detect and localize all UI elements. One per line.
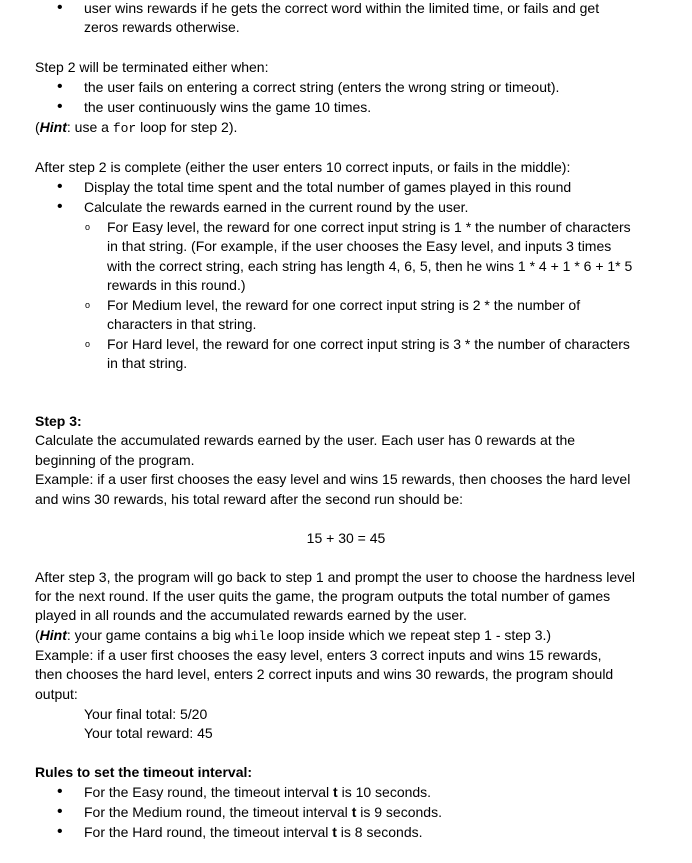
hint-text-post: loop inside which we repeat step 1 - step 3.) <box>274 627 552 643</box>
bullet-icon: • <box>57 98 63 115</box>
timeout-var: t <box>333 784 338 800</box>
hint-text-pre: : your game contains a big <box>66 627 235 643</box>
bullet-icon: • <box>57 178 63 195</box>
timeout-var: t <box>332 824 337 840</box>
hint-code-while: while <box>235 629 275 644</box>
hint-label: Hint <box>39 627 67 643</box>
hard-line-1: For Hard level, the reward for one correct input string is 3 * the number of characters <box>107 336 630 352</box>
bullet-icon: • <box>57 823 63 840</box>
termination-item-1: the user fails on entering a correct string (enters the wrong string or timeout). <box>84 79 560 95</box>
termination-item-2: the user continuously wins the game 10 times. <box>84 99 372 115</box>
timeout-easy <box>84 784 431 800</box>
hint-code-for: for <box>112 121 137 136</box>
intro-line-1: user wins rewards if he gets the correct word within the limited time, or fails and get <box>84 0 600 16</box>
timeout-rules-heading: Rules to set the timeout interval: <box>35 764 253 780</box>
timeout-medium-post: is 9 seconds. <box>356 804 442 820</box>
hint-text-pre: : use a <box>66 119 113 135</box>
step2-termination-heading: Step 2 will be terminated either when: <box>35 59 269 75</box>
after-step2-item-2: Calculate the rewards earned in the current round by the user. <box>84 199 469 215</box>
bullet-icon: • <box>57 783 63 800</box>
easy-line-1: For Easy level, the reward for one correct input string is 1 * the number of characters <box>107 219 631 235</box>
hint-text-post: loop for step 2). <box>136 119 238 135</box>
after-step3-3: played in all rounds and the accumulated rewards earned by the user. <box>35 607 467 623</box>
output-reward: Your total reward: 45 <box>84 725 213 741</box>
step3-desc-1: Calculate the accumulated rewards earned by the user. Each user has 0 rewards at the <box>35 432 576 448</box>
step3-example2-2: then chooses the hard level, enters 2 correct inputs and wins 30 rewards, the program should <box>35 666 614 682</box>
timeout-hard-post: is 8 seconds. <box>336 824 423 840</box>
after-step2-item-1: Display the total time spent and the total number of games played in this round <box>84 179 572 195</box>
timeout-easy-post: is 10 seconds. <box>337 784 432 800</box>
step3-example2-3: output: <box>35 686 78 702</box>
easy-line-4: rewards in this round.) <box>107 277 246 293</box>
step3-example-1: Example: if a user first chooses the easy level and wins 15 rewards, then chooses the hard level <box>35 471 631 487</box>
intro-line-2: zeros rewards otherwise. <box>84 19 240 35</box>
after-step2-heading: After step 2 is complete (either the user enters 10 correct inputs, or fails in the middle): <box>35 159 571 175</box>
output-total: Your final total: 5/20 <box>84 706 208 722</box>
after-step3-1: After step 3, the program will go back to step 1 and prompt the user to choose the hardness level <box>35 569 636 585</box>
step2-hint: (Hint: use a for loop for step 2). <box>35 119 238 136</box>
medium-line-2: characters in that string. <box>107 316 257 332</box>
bullet-icon: • <box>57 0 63 16</box>
bullet-icon: • <box>57 803 63 820</box>
step3-example-2: and wins 30 rewards, his total reward after the second run should be: <box>35 491 464 507</box>
medium-line-1: For Medium level, the reward for one correct input string is 2 * the number of <box>107 297 581 313</box>
hint-label: Hint <box>39 119 67 135</box>
timeout-easy-pre: For the Easy round, the timeout interval <box>84 784 334 800</box>
bullet-icon: • <box>57 198 63 215</box>
timeout-var: t <box>351 804 357 820</box>
step3-heading: Step 3: <box>35 413 82 429</box>
hard-line-2: in that string. <box>107 355 188 371</box>
timeout-medium-pre: For the Medium round, the timeout interval <box>84 804 352 820</box>
equation: 15 + 30 = 45 <box>306 530 386 546</box>
step3-hint: (Hint: your game contains a big while loop inside which we repeat step 1 - step 3.) <box>35 627 552 644</box>
step3-desc-2: beginning of the program. <box>35 452 195 468</box>
circle-bullet-icon: o <box>85 222 91 232</box>
after-step3-2: for the next round. If the user quits the game, the program outputs the total number of games <box>35 588 611 604</box>
step3-example2-1: Example: if a user first chooses the easy level, enters 3 correct inputs and wins 15 rewards, <box>35 647 602 663</box>
easy-line-3: with the correct string, each string has length 4, 6, 5, then he wins 1 * 4 + 1 * 6 + 1* 5 <box>107 258 633 274</box>
circle-bullet-icon: o <box>85 339 91 349</box>
easy-line-2: in that string. (For example, if the user chooses the Easy level, and inputs 3 times <box>107 238 612 254</box>
circle-bullet-icon: o <box>85 300 91 310</box>
timeout-medium <box>84 804 442 820</box>
bullet-icon: • <box>57 78 63 95</box>
timeout-hard <box>84 824 423 840</box>
timeout-hard-pre: For the Hard round, the timeout interval <box>84 824 333 840</box>
